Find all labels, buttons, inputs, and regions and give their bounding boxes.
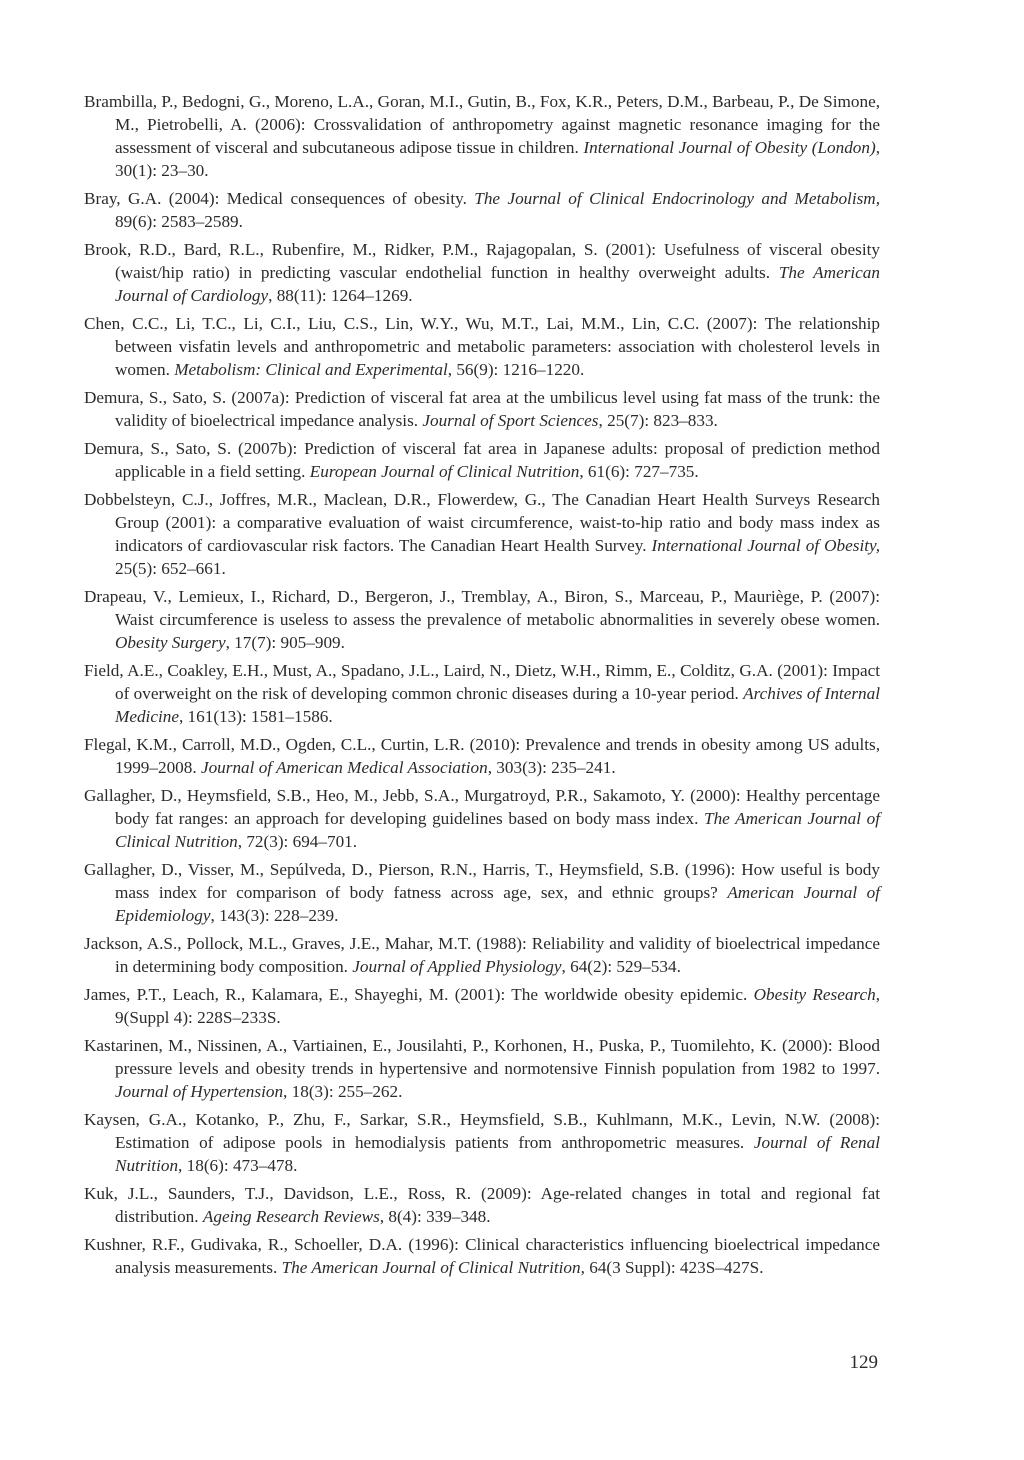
reference-details: , 9(Suppl 4): 228S–233S. xyxy=(115,985,880,1027)
reference-details: , 143(3): 228–239. xyxy=(210,906,339,925)
reference-details: , 18(6): 473–478. xyxy=(178,1156,298,1175)
reference-source: Journal of Applied Physiology xyxy=(352,957,562,976)
reference-entry xyxy=(84,386,880,432)
reference-text: Brambilla, P., Bedogni, G., Moreno, L.A., Goran, M.I., Gutin, B., Fox, K.R., Peters, D.M., Barbeau, P., De Simone, M., Pietrobelli, A. (2006): Crossvalidation of anthropometry against magnetic resonance imaging for the assessment of visceral and subcutaneous adipose tissue in children. xyxy=(84,92,880,157)
reference-source: The American Journal of Clinical Nutrition xyxy=(115,809,880,851)
reference-source: Archives of Internal Medicine xyxy=(115,684,880,726)
reference-source: European Journal of Clinical Nutrition xyxy=(309,462,580,481)
reference-text: Gallagher, D., Visser, M., Sepúlveda, D., Pierson, R.N., Harris, T., Heymsfield, S.B. (1996): How useful is body mass index for comparison of body fatness across age, sex, and ethnic groups? xyxy=(84,860,880,902)
reference-entry xyxy=(84,488,880,580)
reference-source: International Journal of Obesity, xyxy=(651,536,880,555)
reference-entry xyxy=(84,858,880,927)
reference-text: Kushner, R.F., Gudivaka, R., Schoeller, D.A. (1996): Clinical characteristics influencing bioelectrical impedance analysis measurements. xyxy=(84,1235,880,1277)
reference-source: Obesity Surgery xyxy=(115,633,226,652)
reference-details: , 18(3): 255–262. xyxy=(283,1082,403,1101)
reference-entry xyxy=(84,90,880,182)
reference-source: Journal of Hypertension xyxy=(115,1082,284,1101)
reference-text: Kaysen, G.A., Kotanko, P., Zhu, F., Sarkar, S.R., Heymsfield, S.B., Kuhlmann, M.K., Levin, N.W. (2008): Estimation of adipose pools in hemodialysis patients from anthropometric measures. xyxy=(84,1110,880,1152)
reference-entry xyxy=(84,784,880,853)
reference-text: Drapeau, V., Lemieux, I., Richard, D., Bergeron, J., Tremblay, A., Biron, S., Marceau, P., Mauriège, P. (2007): Waist circumference is useless to assess the prevalence of metabolic abnormalities in severely obese women. xyxy=(84,587,880,629)
reference-source: The Journal of Clinical Endocrinology and Metabolism, xyxy=(474,189,880,208)
reference-details: , 72(3): 694–701. xyxy=(237,832,358,851)
reference-entry xyxy=(84,187,880,233)
reference-text: Gallagher, D., Heymsfield, S.B., Heo, M., Jebb, S.A., Murgatroyd, P.R., Sakamoto, Y. (2000): Healthy percentage body fat ranges: an approach for developing guidelines based on body mass index. xyxy=(84,786,880,828)
reference-details: , 30(1): 23–30. xyxy=(115,138,880,180)
reference-details: , 161(13): 1581–1586. xyxy=(178,707,333,726)
reference-entry xyxy=(84,932,880,978)
reference-source: Metabolism: Clinical and Experimental xyxy=(174,360,448,379)
reference-text: James, P.T., Leach, R., Kalamara, E., Shayeghi, M. (2001): The worldwide obesity epidemic. xyxy=(84,985,754,1004)
reference-text: Demura, S., Sato, S. (2007b): Prediction of visceral fat area in Japanese adults: proposal of prediction method applicable in a field setting. xyxy=(84,439,880,481)
reference-entry xyxy=(84,1108,880,1177)
reference-source: The American Journal of Clinical Nutrition xyxy=(281,1258,581,1277)
reference-text: Dobbelsteyn, C.J., Joffres, M.R., Maclean, D.R., Flowerdew, G., The Canadian Heart Health Surveys Research Group (2001): a comparative evaluation of waist circumference, waist-to-hip ratio and body mass index as indicators of cardiovascular risk factors. The Canadian Heart Health Survey. xyxy=(84,490,880,555)
reference-details: , 303(3): 235–241. xyxy=(487,758,616,777)
reference-details: , 88(11): 1264–1269. xyxy=(268,286,413,305)
reference-text: Bray, G.A. (2004): Medical consequences of obesity. xyxy=(84,189,475,208)
reference-text: Brook, R.D., Bard, R.L., Rubenfire, M., Ridker, P.M., Rajagopalan, S. (2001): Usefulness of visceral obesity (waist/hip ratio) in predicting vascular endothelial function in healthy overweight adults. xyxy=(84,240,880,282)
reference-entry xyxy=(84,585,880,654)
reference-text: Jackson, A.S., Pollock, M.L., Graves, J.E., Mahar, M.T. (1988): Reliability and validity of bioelectrical impedance in determining body composition. xyxy=(84,934,880,976)
reference-text: Field, A.E., Coakley, E.H., Must, A., Spadano, J.L., Laird, N., Dietz, W.H., Rimm, E., Colditz, G.A. (2001): Impact of overweight on the risk of developing common chronic diseases during a 10-year period. xyxy=(84,661,880,703)
reference-entry xyxy=(84,437,880,483)
page-number: 129 xyxy=(849,1352,878,1373)
reference-text: Kastarinen, M., Nissinen, A., Vartiainen, E., Jousilahti, P., Korhonen, H., Puska, P., Tuomilehto, K. (2000): Blood pressure levels and obesity trends in hypertensive and normotensive Finnish population from 1982 to 1997. xyxy=(84,1036,880,1078)
reference-source: American Journal of Epidemiology xyxy=(115,883,880,925)
reference-details: , 64(2): 529–534. xyxy=(561,957,681,976)
reference-source: International Journal of Obesity (London) xyxy=(583,138,876,157)
reference-entry xyxy=(84,659,880,728)
reference-details: , 17(7): 905–909. xyxy=(225,633,345,652)
reference-details: 25(5): 652–661. xyxy=(115,559,226,578)
reference-source: Obesity Research xyxy=(753,985,876,1004)
reference-details: , 8(4): 339–348. xyxy=(379,1207,491,1226)
reference-entry xyxy=(84,238,880,307)
reference-details: , 56(9): 1216–1220. xyxy=(447,360,585,379)
reference-entry xyxy=(84,1182,880,1228)
reference-source: Journal of Renal Nutrition xyxy=(115,1133,880,1175)
reference-entry xyxy=(84,312,880,381)
reference-entry xyxy=(84,1034,880,1103)
reference-text: Kuk, J.L., Saunders, T.J., Davidson, L.E., Ross, R. (2009): Age-related changes in total and regional fat distribution. xyxy=(84,1184,880,1226)
reference-text: Chen, C.C., Li, T.C., Li, C.I., Liu, C.S., Lin, W.Y., Wu, M.T., Lai, M.M., Lin, C.C. (2007): The relationship between visfatin levels and anthropometric and metabolic parameters: association with cholesterol levels in women. xyxy=(84,314,880,379)
reference-source: Journal of American Medical Association xyxy=(200,758,488,777)
reference-details: , 61(6): 727–735. xyxy=(579,462,699,481)
reference-details: , 64(3 Suppl): 423S–427S. xyxy=(580,1258,764,1277)
reference-text: Flegal, K.M., Carroll, M.D., Ogden, C.L., Curtin, L.R. (2010): Prevalence and trends in obesity among US adults, 1999–2008. xyxy=(84,735,880,777)
reference-details: , 25(7): 823–833. xyxy=(598,411,718,430)
reference-text: Demura, S., Sato, S. (2007a): Prediction of visceral fat area at the umbilicus level using fat mass of the trunk: the validity of bioelectrical impedance analysis. xyxy=(84,388,880,430)
reference-entry xyxy=(84,733,880,779)
reference-source: Ageing Research Reviews xyxy=(202,1207,380,1226)
reference-source: The American Journal of Cardiology xyxy=(115,263,880,305)
reference-list xyxy=(84,90,880,1284)
reference-source: Journal of Sport Sciences xyxy=(422,411,599,430)
reference-entry xyxy=(84,1233,880,1279)
reference-entry xyxy=(84,983,880,1029)
reference-details: 89(6): 2583–2589. xyxy=(115,212,243,231)
